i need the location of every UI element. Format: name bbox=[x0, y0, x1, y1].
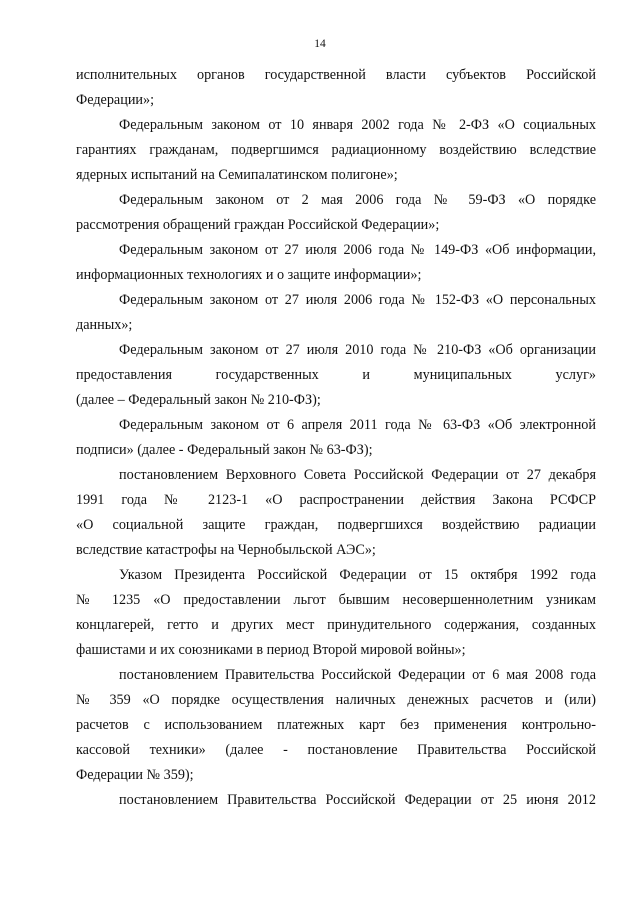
paragraph-9 bbox=[76, 663, 596, 788]
paragraph-line: Указом Президента Российской Федерации от 15 октября 1992 года bbox=[119, 567, 596, 583]
paragraph-1 bbox=[76, 113, 596, 188]
page-number: 14 bbox=[314, 38, 326, 50]
paragraph-line: предоставления государственных и муниципальных услуг» bbox=[76, 367, 596, 383]
paragraph-line: № 1235 «О предоставлении льгот бывшим несовершеннолетним узникам bbox=[76, 592, 596, 608]
paragraph-line: вследствие катастрофы на Чернобыльской АЭС»; bbox=[76, 542, 376, 558]
paragraph-line: постановлением Правительства Российской Федерации от 25 июня 2012 bbox=[119, 792, 596, 808]
paragraph-line: концлагерей, гетто и других мест принудительного содержания, созданных bbox=[76, 617, 596, 633]
paragraph-line: Федерации № 359); bbox=[76, 767, 194, 783]
paragraph-line: исполнительных органов государственной власти субъектов Российской bbox=[76, 67, 596, 83]
paragraph-line: Федерации»; bbox=[76, 92, 155, 108]
paragraph-7 bbox=[76, 463, 596, 563]
paragraph-line: Федеральным законом от 6 апреля 2011 года № 63-ФЗ «Об электронной bbox=[119, 417, 596, 433]
paragraph-line: фашистами и их союзниками в период Второй мировой войны»; bbox=[76, 642, 466, 658]
paragraph-line: подписи» (далее - Федеральный закон № 63-ФЗ); bbox=[76, 442, 373, 458]
paragraph-line: ядерных испытаний на Семипалатинском полигоне»; bbox=[76, 167, 398, 183]
paragraph-line: рассмотрения обращений граждан Российской Федерации»; bbox=[76, 217, 440, 233]
paragraph-0 bbox=[76, 63, 596, 113]
paragraph-2 bbox=[76, 188, 596, 238]
paragraph-line: Федеральным законом от 27 июля 2006 года № 149-ФЗ «Об информации, bbox=[119, 242, 596, 258]
paragraph-line: постановлением Верховного Совета Российской Федерации от 27 декабря bbox=[119, 467, 596, 483]
paragraph-6 bbox=[76, 413, 596, 463]
paragraph-5 bbox=[76, 338, 596, 413]
paragraph-line: «О социальной защите граждан, подвергшихся воздействию радиации bbox=[76, 517, 596, 533]
paragraph-line: Федеральным законом от 27 июля 2006 года № 152-ФЗ «О персональных bbox=[119, 292, 596, 308]
paragraph-line: кассовой техники» (далее - постановление Правительства Российской bbox=[76, 742, 596, 758]
paragraph-line: (далее – Федеральный закон № 210-ФЗ); bbox=[76, 392, 321, 408]
paragraph-10 bbox=[76, 788, 596, 813]
paragraph-8 bbox=[76, 563, 596, 663]
paragraph-3 bbox=[76, 238, 596, 288]
paragraph-line: № 359 «О порядке осуществления наличных денежных расчетов и (или) bbox=[76, 692, 596, 708]
paragraph-4 bbox=[76, 288, 596, 338]
paragraph-line: постановлением Правительства Российской Федерации от 6 мая 2008 года bbox=[119, 667, 596, 683]
paragraph-line: расчетов с использованием платежных карт без применения контрольно- bbox=[76, 717, 596, 733]
document-body bbox=[76, 63, 596, 813]
paragraph-line: гарантиях гражданам, подвергшимся радиационному воздействию вследствие bbox=[76, 142, 596, 158]
paragraph-line: 1991 года № 2123-1 «О распространении действия Закона РСФСР bbox=[76, 492, 596, 508]
paragraph-line: Федеральным законом от 10 января 2002 года № 2-ФЗ «О социальных bbox=[119, 117, 596, 133]
paragraph-line: информационных технологиях и о защите информации»; bbox=[76, 267, 422, 283]
paragraph-line: Федеральным законом от 2 мая 2006 года № 59-ФЗ «О порядке bbox=[119, 192, 596, 208]
paragraph-line: Федеральным законом от 27 июля 2010 года № 210-ФЗ «Об организации bbox=[119, 342, 596, 358]
paragraph-line: данных»; bbox=[76, 317, 133, 333]
